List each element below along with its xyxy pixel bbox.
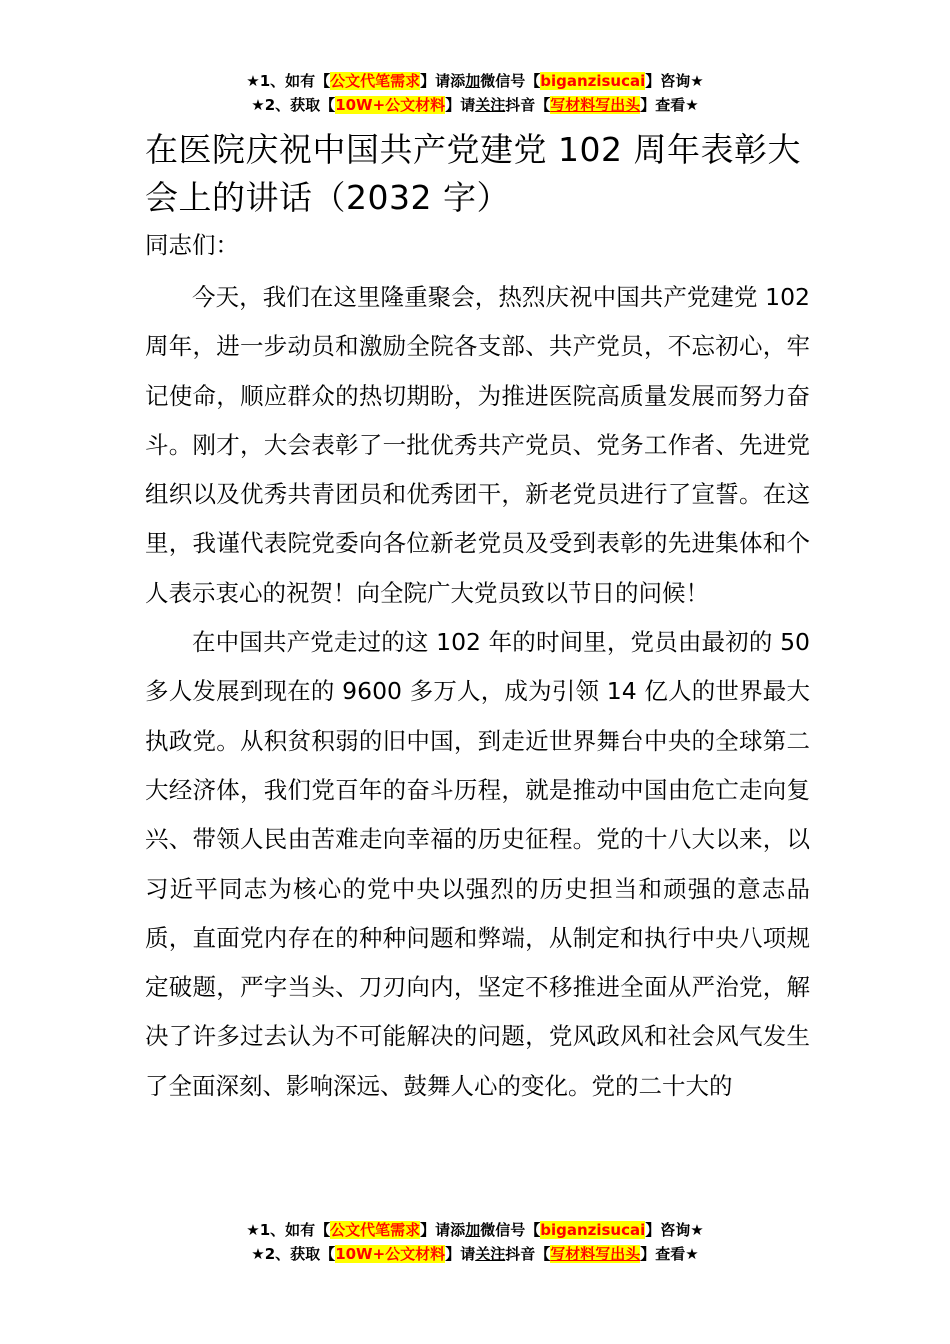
- promo-text: 微信号【: [480, 72, 541, 90]
- promo-highlight-service: 公文代笔需求: [330, 72, 421, 90]
- promo-highlight-service: 公文代笔需求: [330, 1221, 421, 1239]
- promo-text-underlined: 关注: [475, 1245, 506, 1263]
- promo-highlight-douyin: 写材料写出头: [550, 1245, 641, 1263]
- document-title: 在医院庆祝中国共产党建党 102 周年表彰大会上的讲话（2032 字）: [145, 130, 801, 217]
- promo-text: ★2、获取【: [251, 96, 336, 114]
- promo-text: 】请: [445, 96, 476, 114]
- promo-text-underlined: 加: [465, 72, 481, 90]
- promo-text: 】请: [445, 1245, 476, 1263]
- promo-banner-top: [0, 69, 950, 117]
- promo-text: 抖音【: [505, 1245, 551, 1263]
- body-paragraph: 在中国共产党走过的这 102 年的时间里，党员由最初的 50 多人发展到现在的 9600 多万人，成为引领 14 亿人的世界最大执政党。从积贫积弱的旧中国，到走近世界舞台中央的全球第二大经济体，我们党百年的奋斗历程，就是推动中国由危亡走向复兴、带领人民由苦难走向幸福的历史征程。党的十八大以来，以习近平同志为核心的党中央以强烈的历史担当和顽强的意志品质，直面党内存在的种种问题和弊端，从制定和执行中央八项规定破题，严字当头、刀刃向内，坚定不移推进全面从严治党，解决了许多过去认为不可能解决的问题，党风政风和社会风气发生了全面深刻、影响深远、鼓舞人心的变化。党的二十大的: [145, 628, 810, 1100]
- promo-highlight-douyin: 写材料写出头: [550, 96, 641, 114]
- promo-line-2: [0, 1242, 950, 1266]
- promo-text: 】咨询★: [645, 1221, 704, 1239]
- promo-text: 微信号【: [480, 1221, 541, 1239]
- promo-text: ★1、如有【: [246, 72, 331, 90]
- promo-text-underlined: 加: [465, 1221, 481, 1239]
- document-body: [145, 273, 810, 1111]
- promo-text: 】咨询★: [645, 72, 704, 90]
- promo-text: ★1、如有【: [246, 1221, 331, 1239]
- promo-highlight-wechat-id: biganzisucai: [540, 1221, 646, 1239]
- promo-banner-bottom: [0, 1218, 950, 1266]
- promo-highlight-materials: 10W+公文材料: [335, 1245, 446, 1263]
- promo-line-1: [0, 1218, 950, 1242]
- promo-highlight-wechat-id: biganzisucai: [540, 72, 646, 90]
- promo-text: 】请添: [420, 72, 466, 90]
- promo-text: 】查看★: [640, 96, 699, 114]
- body-paragraph: 今天，我们在这里隆重聚会，热烈庆祝中国共产党建党 102 周年，进一步动员和激励全院各支部、共产党员，不忘初心，牢记使命，顺应群众的热切期盼，为推进医院高质量发展而努力奋斗。刚才，大会表彰了一批优秀共产党员、党务工作者、先进党组织以及优秀共青团员和优秀团干，新老党员进行了宣誓。在这里，我谨代表院党委向各位新老党员及受到表彰的先进集体和个人表示衷心的祝贺！向全院广大党员致以节日的问候！: [145, 283, 810, 607]
- greeting: 同志们：: [145, 231, 239, 259]
- promo-line-1: [0, 69, 950, 93]
- promo-text: 】查看★: [640, 1245, 699, 1263]
- promo-text-underlined: 关注: [475, 96, 506, 114]
- promo-line-2: [0, 93, 950, 117]
- promo-highlight-materials: 10W+公文材料: [335, 96, 446, 114]
- promo-text: 抖音【: [505, 96, 551, 114]
- promo-text: ★2、获取【: [251, 1245, 336, 1263]
- promo-text: 】请添: [420, 1221, 466, 1239]
